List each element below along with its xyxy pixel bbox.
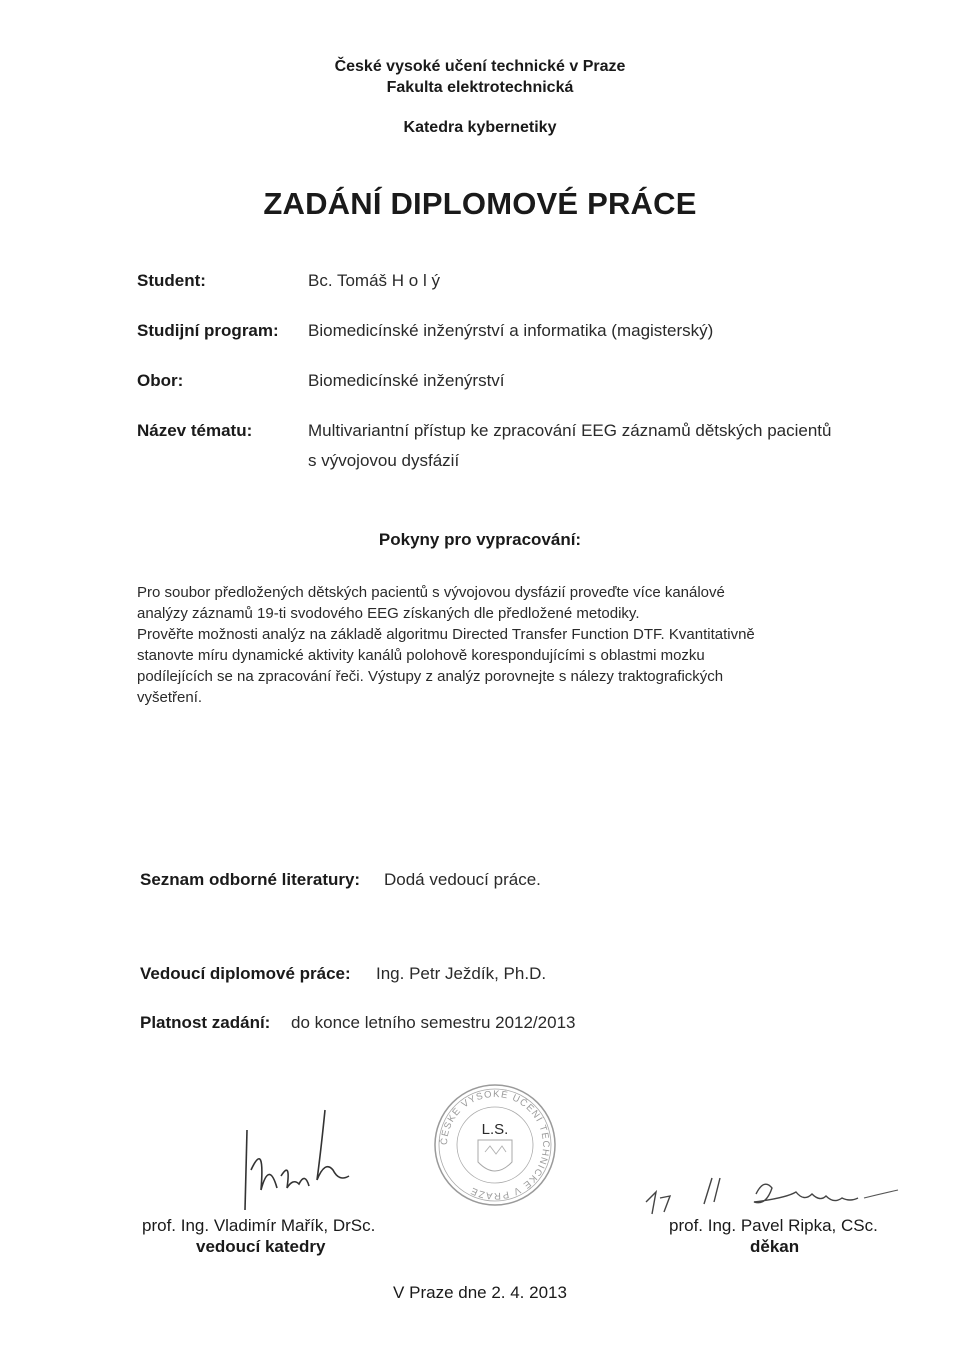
stamp-ls-label: L.S.: [481, 1121, 509, 1138]
instructions-line: podílejících se na zpracování řeči. Výstupy z analýz porovnejte s nálezy traktografických: [137, 668, 724, 685]
supervisor-value: Ing. Petr Ježdík, Ph.D.: [376, 964, 547, 983]
department-name: Katedra kybernetiky: [403, 119, 557, 136]
instructions-line: vyšetření.: [137, 689, 203, 706]
supervisor-label: Vedoucí diplomové práce:: [140, 964, 351, 983]
instructions-line: Prověřte možnosti analýz na základě algoritmu Directed Transfer Function DTF. Kvantitativně: [137, 626, 755, 643]
faculty-name: Fakulta elektrotechnická: [386, 79, 574, 96]
instructions-line: analýzy záznamů 19-ti svodového EEG získaných dle předložené metodiky.: [137, 605, 640, 622]
student-label: Student:: [137, 271, 206, 290]
handwritten-signature-right: [636, 1168, 906, 1220]
official-stamp: [430, 1080, 560, 1210]
instructions-line: stanovte míru dynamické aktivity kanálů polohově korespondujícími s oblastmi mozku: [137, 647, 705, 664]
signature-right-name: prof. Ing. Pavel Ripka, CSc.: [669, 1216, 878, 1235]
literature-label: Seznam odborné literatury:: [140, 870, 361, 889]
obor-value: Biomedicínské inženýrství: [308, 371, 505, 390]
signature-left-role: vedoucí katedry: [196, 1237, 326, 1256]
place-and-date: V Praze dne 2. 4. 2013: [393, 1283, 567, 1302]
stamp-ring-text: ČESKÉ VYSOKÉ UČENÍ TECHNICKÉ V PRAZE: [438, 1088, 552, 1202]
program-value: Biomedicínské inženýrství a informatika (magisterský): [308, 321, 714, 340]
coat-of-arms-icon: [478, 1140, 512, 1171]
instructions-heading: Pokyny pro vypracování:: [378, 530, 582, 549]
validity-value: do konce letního semestru 2012/2013: [291, 1013, 576, 1032]
handwritten-signature-left: [225, 1100, 355, 1220]
obor-label: Obor:: [137, 371, 184, 390]
document-title: ZADÁNÍ DIPLOMOVÉ PRÁCE: [263, 186, 697, 221]
topic-line-1: Multivariantní přístup ke zpracování EEG záznamů dětských pacientů: [308, 421, 832, 440]
literature-value: Dodá vedoucí práce.: [384, 870, 541, 889]
signature-left-name: prof. Ing. Vladimír Mařík, DrSc.: [142, 1216, 376, 1235]
signature-right-role: děkan: [750, 1237, 800, 1256]
student-value: Bc. Tomáš H o l ý: [308, 271, 440, 290]
university-name: České vysoké učení technické v Praze: [334, 58, 626, 75]
svg-text:ČESKÉ VYSOKÉ UČENÍ TECHNICKÉ V: [439, 1089, 551, 1201]
topic-line-2: s vývojovou dysfázií: [308, 451, 460, 470]
validity-label: Platnost zadání:: [140, 1013, 271, 1032]
instructions-line: Pro soubor předložených dětských pacientů s vývojovou dysfázií proveďte více kanálové: [137, 584, 725, 601]
topic-label: Název tématu:: [137, 421, 253, 440]
program-label: Studijní program:: [137, 321, 279, 340]
instructions-body: [137, 582, 857, 708]
